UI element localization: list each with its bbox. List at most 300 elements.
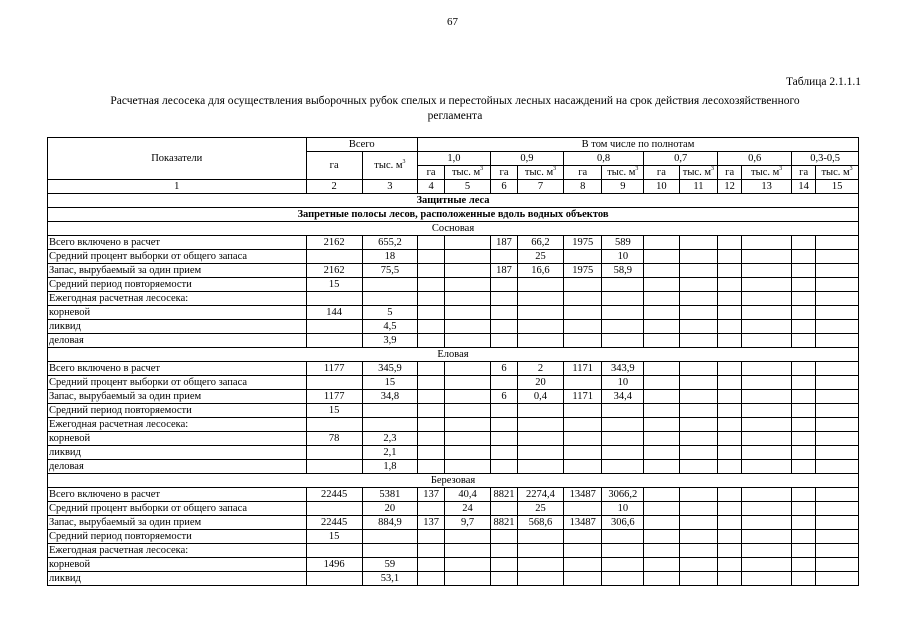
- column-number: 9: [602, 180, 644, 194]
- table-row: [48, 334, 859, 348]
- table-cell: [742, 502, 792, 516]
- table-cell: 187: [490, 236, 517, 250]
- table-cell: [563, 558, 602, 572]
- section-title: Защитные леса: [48, 194, 859, 208]
- table-cell: [679, 376, 718, 390]
- table-cell: 2,1: [362, 446, 417, 460]
- table-cell: [518, 306, 564, 320]
- row-label: Средний процент выборки от общего запаса: [48, 250, 307, 264]
- table-cell: 306,6: [602, 516, 644, 530]
- row-label: корневой: [48, 432, 307, 446]
- table-cell: [418, 250, 445, 264]
- row-label: Средний процент выборки от общего запаса: [48, 376, 307, 390]
- header-unit-volume: тыс. $м^3$: [602, 166, 644, 180]
- table-cell: 16,6: [518, 264, 564, 278]
- table-caption: [50, 94, 860, 124]
- table-cell: [679, 306, 718, 320]
- table-cell: [718, 432, 742, 446]
- table-cell: 6: [490, 362, 517, 376]
- table-row: [48, 530, 859, 544]
- table-cell: 589: [602, 236, 644, 250]
- table-cell: [418, 278, 445, 292]
- table-cell: 6: [490, 390, 517, 404]
- table-cell: [816, 278, 859, 292]
- table-cell: [563, 306, 602, 320]
- table-row: [48, 432, 859, 446]
- table-cell: [792, 264, 816, 278]
- species-title: Березовая: [48, 474, 859, 488]
- table-cell: [679, 460, 718, 474]
- table-cell: [816, 250, 859, 264]
- table-cell: [816, 530, 859, 544]
- caption-line-2: регламента: [427, 110, 483, 122]
- header-density-1: 1,0: [418, 152, 491, 166]
- table-row: [48, 264, 859, 278]
- column-number: 3: [362, 180, 417, 194]
- table-cell: [742, 320, 792, 334]
- table-cell: [306, 250, 362, 264]
- table-cell: 15: [306, 278, 362, 292]
- table-cell: [518, 432, 564, 446]
- header-including: В том числе по полнотам: [418, 138, 859, 152]
- header-unit-volume: тыс. $м^3$: [679, 166, 718, 180]
- header-density-5: 0,6: [718, 152, 792, 166]
- table-cell: [518, 460, 564, 474]
- table-cell: [306, 292, 362, 306]
- table-cell: [418, 264, 445, 278]
- table-cell: [445, 460, 491, 474]
- table-cell: [563, 572, 602, 586]
- header-unit-volume: тыс. $м^3$: [742, 166, 792, 180]
- table-row: [48, 502, 859, 516]
- table-cell: 75,5: [362, 264, 417, 278]
- table-cell: [679, 446, 718, 460]
- table-cell: [644, 544, 679, 558]
- table-cell: [742, 236, 792, 250]
- table-cell: [418, 418, 445, 432]
- table-cell: [490, 278, 517, 292]
- table-cell: [718, 488, 742, 502]
- table-cell: [518, 530, 564, 544]
- species-row: [48, 222, 859, 236]
- table-cell: [418, 502, 445, 516]
- table-row: [48, 418, 859, 432]
- table-cell: 18: [362, 250, 417, 264]
- table-cell: [602, 306, 644, 320]
- table-cell: [742, 362, 792, 376]
- table-cell: [816, 264, 859, 278]
- table-cell: 3066,2: [602, 488, 644, 502]
- header-number-row: [48, 180, 859, 194]
- table-cell: [816, 376, 859, 390]
- subsection-title: Запретные полосы лесов, расположенные вдоль водных объектов: [48, 208, 859, 222]
- table-cell: [445, 558, 491, 572]
- table-cell: [718, 446, 742, 460]
- table-cell: [602, 418, 644, 432]
- table-cell: [490, 460, 517, 474]
- header-total-ha: га: [306, 152, 362, 180]
- table-cell: [816, 446, 859, 460]
- table-cell: [679, 292, 718, 306]
- table-cell: [742, 250, 792, 264]
- table-cell: [679, 432, 718, 446]
- table-cell: [362, 404, 417, 418]
- table-cell: [563, 432, 602, 446]
- table-cell: [306, 544, 362, 558]
- row-label: Запас, вырубаемый за один прием: [48, 516, 307, 530]
- table-cell: [792, 558, 816, 572]
- table-cell: [718, 404, 742, 418]
- table-cell: [602, 320, 644, 334]
- table-cell: [718, 292, 742, 306]
- table-cell: [644, 306, 679, 320]
- table-cell: 568,6: [518, 516, 564, 530]
- table-cell: [679, 250, 718, 264]
- table-cell: [445, 572, 491, 586]
- table-cell: [563, 460, 602, 474]
- table-cell: 59: [362, 558, 417, 572]
- table-cell: [306, 446, 362, 460]
- column-number: 4: [418, 180, 445, 194]
- table-cell: [679, 264, 718, 278]
- table-cell: [644, 292, 679, 306]
- table-cell: [718, 558, 742, 572]
- table-cell: [418, 432, 445, 446]
- column-number: 6: [490, 180, 517, 194]
- table-cell: [718, 264, 742, 278]
- table-cell: 10: [602, 502, 644, 516]
- table-cell: [718, 362, 742, 376]
- table-cell: [602, 460, 644, 474]
- table-cell: [490, 572, 517, 586]
- table-cell: [644, 558, 679, 572]
- row-label: Всего включено в расчет: [48, 362, 307, 376]
- table-cell: [644, 320, 679, 334]
- table-cell: [644, 362, 679, 376]
- table-cell: [445, 404, 491, 418]
- table-cell: [602, 278, 644, 292]
- table-cell: 40,4: [445, 488, 491, 502]
- table-row: [48, 236, 859, 250]
- table-cell: [362, 530, 417, 544]
- row-label: ликвид: [48, 320, 307, 334]
- table-cell: [418, 558, 445, 572]
- table-cell: [742, 460, 792, 474]
- table-cell: [490, 334, 517, 348]
- table-cell: 20: [362, 502, 417, 516]
- header-unit-ha: га: [644, 166, 679, 180]
- table-cell: [306, 460, 362, 474]
- table-cell: [418, 530, 445, 544]
- table-cell: [792, 390, 816, 404]
- table-cell: [718, 250, 742, 264]
- table-cell: 15: [362, 376, 417, 390]
- table-row: [48, 376, 859, 390]
- header-unit-volume: тыс. $м^3$: [518, 166, 564, 180]
- table-cell: [644, 530, 679, 544]
- table-cell: 2274,4: [518, 488, 564, 502]
- table-cell: [718, 418, 742, 432]
- table-row: [48, 306, 859, 320]
- table-cell: [602, 544, 644, 558]
- row-label: Всего включено в расчет: [48, 488, 307, 502]
- table-cell: [490, 418, 517, 432]
- table-cell: [445, 376, 491, 390]
- table-cell: [445, 418, 491, 432]
- table-cell: [816, 306, 859, 320]
- table-cell: [742, 292, 792, 306]
- table-cell: [445, 390, 491, 404]
- row-label: Средний период повторяемости: [48, 404, 307, 418]
- header-density-2: 0,9: [490, 152, 563, 166]
- table-cell: 144: [306, 306, 362, 320]
- table-cell: [742, 488, 792, 502]
- table-cell: [362, 418, 417, 432]
- table-cell: [742, 390, 792, 404]
- table-cell: 4,5: [362, 320, 417, 334]
- table-cell: [644, 250, 679, 264]
- table-cell: 13487: [563, 516, 602, 530]
- table-row: [48, 488, 859, 502]
- header-unit-ha: га: [718, 166, 742, 180]
- table-cell: [644, 432, 679, 446]
- table-cell: [816, 404, 859, 418]
- table-cell: [792, 516, 816, 530]
- table-cell: [792, 418, 816, 432]
- table-cell: 15: [306, 404, 362, 418]
- table-cell: [644, 488, 679, 502]
- table-row: [48, 572, 859, 586]
- table-row: [48, 292, 859, 306]
- table-row: [48, 320, 859, 334]
- table-cell: [445, 320, 491, 334]
- table-cell: [792, 236, 816, 250]
- table-cell: 1975: [563, 236, 602, 250]
- table-cell: 137: [418, 516, 445, 530]
- table-cell: 58,9: [602, 264, 644, 278]
- table-cell: [792, 334, 816, 348]
- table-cell: [418, 460, 445, 474]
- species-row: [48, 348, 859, 362]
- header-density-4: 0,7: [644, 152, 718, 166]
- column-number: 13: [742, 180, 792, 194]
- row-label: Ежегодная расчетная лесосека:: [48, 418, 307, 432]
- species-row: [48, 474, 859, 488]
- table-cell: 66,2: [518, 236, 564, 250]
- table-cell: [362, 544, 417, 558]
- table-cell: [679, 334, 718, 348]
- table-cell: [418, 362, 445, 376]
- table-cell: 25: [518, 502, 564, 516]
- table-cell: [644, 502, 679, 516]
- header-unit-ha: га: [418, 166, 445, 180]
- header-indicators: Показатели: [48, 138, 307, 180]
- table-cell: [418, 306, 445, 320]
- column-number: 14: [792, 180, 816, 194]
- table-cell: 187: [490, 264, 517, 278]
- table-cell: [445, 292, 491, 306]
- table-cell: [490, 250, 517, 264]
- table-cell: 10: [602, 376, 644, 390]
- table-cell: [679, 390, 718, 404]
- table-cell: 1496: [306, 558, 362, 572]
- table-cell: [792, 572, 816, 586]
- header-unit-volume: тыс. $м^3$: [816, 166, 859, 180]
- table-cell: [563, 404, 602, 418]
- table-cell: [792, 544, 816, 558]
- table-cell: [792, 362, 816, 376]
- table-cell: [792, 446, 816, 460]
- row-label: корневой: [48, 558, 307, 572]
- table-cell: [742, 306, 792, 320]
- table-cell: [445, 236, 491, 250]
- table-cell: [792, 404, 816, 418]
- table-cell: [518, 334, 564, 348]
- column-number: 2: [306, 180, 362, 194]
- table-cell: [602, 572, 644, 586]
- table-cell: [742, 264, 792, 278]
- row-label: Ежегодная расчетная лесосека:: [48, 292, 307, 306]
- table-cell: [679, 404, 718, 418]
- table-cell: [816, 572, 859, 586]
- table-cell: [644, 264, 679, 278]
- table-cell: [718, 460, 742, 474]
- caption-line-1: Расчетная лесосека для осуществления выборочных рубок спелых и перестойных лесных насаждений на срок действия лесохозяйственного: [110, 95, 800, 107]
- table-row: [48, 362, 859, 376]
- table-cell: [644, 278, 679, 292]
- table-cell: [306, 502, 362, 516]
- table-cell: 1171: [563, 390, 602, 404]
- table-cell: [362, 278, 417, 292]
- table-cell: 1171: [563, 362, 602, 376]
- row-label: деловая: [48, 334, 307, 348]
- table-cell: [718, 390, 742, 404]
- table-cell: [742, 516, 792, 530]
- column-number: 15: [816, 180, 859, 194]
- table-cell: [679, 502, 718, 516]
- table-cell: [718, 530, 742, 544]
- row-label: Запас, вырубаемый за один прием: [48, 390, 307, 404]
- header-unit-ha: га: [563, 166, 602, 180]
- row-label: Средний период повторяемости: [48, 278, 307, 292]
- table-cell: [518, 404, 564, 418]
- column-number: 7: [518, 180, 564, 194]
- table-cell: [644, 446, 679, 460]
- table-cell: [718, 278, 742, 292]
- table-cell: [742, 558, 792, 572]
- table-cell: [644, 404, 679, 418]
- table-cell: 2,3: [362, 432, 417, 446]
- table-cell: [644, 236, 679, 250]
- table-cell: [563, 376, 602, 390]
- table-cell: [792, 292, 816, 306]
- forest-cut-table: [47, 137, 859, 586]
- table-cell: [816, 236, 859, 250]
- table-cell: 1177: [306, 362, 362, 376]
- table-cell: [792, 530, 816, 544]
- header-total-volume: тыс. $м^3$: [362, 152, 417, 180]
- table-cell: [490, 446, 517, 460]
- table-cell: [602, 334, 644, 348]
- table-cell: [679, 558, 718, 572]
- table-cell: [418, 390, 445, 404]
- table-cell: [490, 404, 517, 418]
- table-cell: [490, 558, 517, 572]
- table-cell: 9,7: [445, 516, 491, 530]
- table-cell: [644, 334, 679, 348]
- table-row: [48, 250, 859, 264]
- table-cell: [418, 446, 445, 460]
- table-cell: [816, 502, 859, 516]
- table-cell: [563, 334, 602, 348]
- table-cell: [362, 292, 417, 306]
- table-cell: [644, 460, 679, 474]
- table-cell: [816, 460, 859, 474]
- table-cell: [518, 572, 564, 586]
- table-cell: [792, 502, 816, 516]
- table-cell: [718, 306, 742, 320]
- table-cell: [518, 544, 564, 558]
- table-cell: [792, 460, 816, 474]
- table-cell: [816, 334, 859, 348]
- table-cell: [816, 320, 859, 334]
- table-cell: [490, 320, 517, 334]
- table-label: Таблица 2.1.1.1: [785, 76, 861, 88]
- table-cell: 5: [362, 306, 417, 320]
- table-cell: 25: [518, 250, 564, 264]
- table-cell: [602, 446, 644, 460]
- table-cell: [679, 278, 718, 292]
- table-cell: [816, 488, 859, 502]
- table-cell: [742, 418, 792, 432]
- header-total: Всего: [306, 138, 418, 152]
- table-cell: 0,4: [518, 390, 564, 404]
- table-cell: 1177: [306, 390, 362, 404]
- table-cell: [490, 306, 517, 320]
- table-cell: 884,9: [362, 516, 417, 530]
- table-cell: [792, 320, 816, 334]
- table-cell: [816, 418, 859, 432]
- table-cell: [816, 390, 859, 404]
- table-cell: 5381: [362, 488, 417, 502]
- page-number: 67: [447, 16, 458, 28]
- table-cell: [418, 376, 445, 390]
- table-cell: [718, 544, 742, 558]
- table-cell: [792, 432, 816, 446]
- table-cell: [445, 446, 491, 460]
- table-cell: [418, 236, 445, 250]
- table-cell: [644, 418, 679, 432]
- table-cell: [742, 446, 792, 460]
- table-cell: [816, 516, 859, 530]
- header-unit-volume: тыс. $м^3$: [445, 166, 491, 180]
- table-cell: 2162: [306, 264, 362, 278]
- table-row: [48, 446, 859, 460]
- table-cell: [306, 418, 362, 432]
- table-cell: [742, 572, 792, 586]
- table-cell: 3,9: [362, 334, 417, 348]
- table-cell: [679, 362, 718, 376]
- table-cell: 343,9: [602, 362, 644, 376]
- column-number: 12: [718, 180, 742, 194]
- row-label: деловая: [48, 460, 307, 474]
- table-cell: 34,4: [602, 390, 644, 404]
- table-cell: [718, 502, 742, 516]
- table-cell: [306, 320, 362, 334]
- table-cell: [445, 334, 491, 348]
- table-cell: [679, 488, 718, 502]
- table-row: [48, 516, 859, 530]
